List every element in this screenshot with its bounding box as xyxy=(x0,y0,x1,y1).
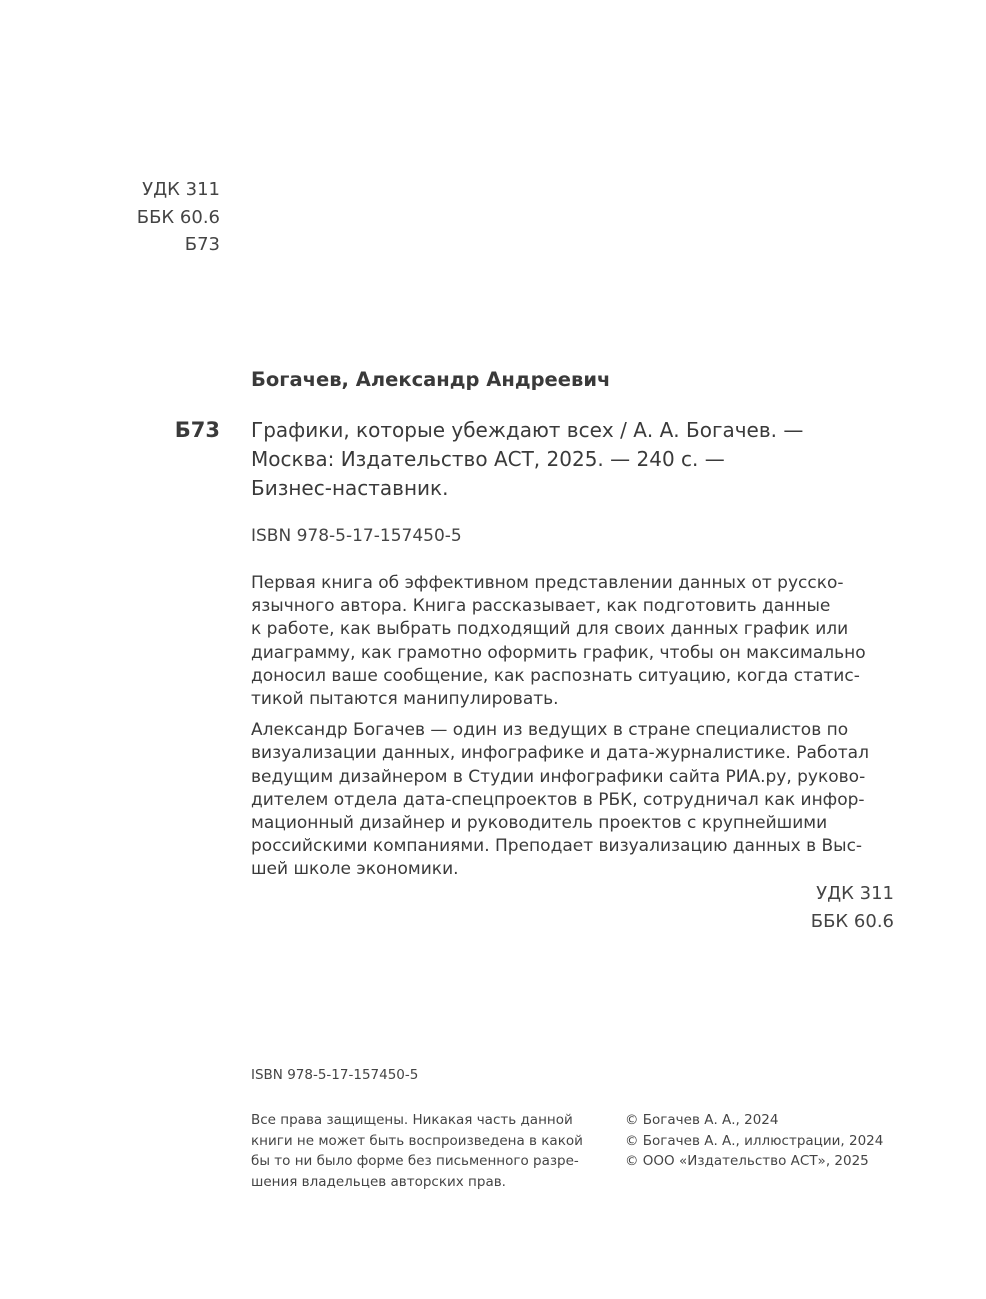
classification-codes-top xyxy=(137,176,220,259)
annotation-line: российскими компаниями. Преподает визуализацию данных в Выс- xyxy=(251,836,863,857)
rights-line: шения владельцев авторских прав. xyxy=(251,1173,506,1190)
udk-code: УДК 311 xyxy=(816,883,894,904)
isbn-small: ISBN 978-5-17-157450-5 xyxy=(251,1067,419,1083)
author-heading: Богачев, Александр Андреевич xyxy=(251,368,611,391)
rights-line: бы то ни было форме без письменного разре- xyxy=(251,1153,579,1169)
annotation xyxy=(251,572,911,890)
annotation-line: к работе, как выбрать подходящий для своих данных график или xyxy=(251,619,849,640)
rights-line: книги не может быть воспроизведена в какой xyxy=(251,1132,583,1149)
copyright-line: © Богачев А. А., иллюстрации, 2024 xyxy=(625,1132,884,1149)
bibliographic-record xyxy=(251,416,803,503)
cutter-mark: Б73 xyxy=(174,418,220,442)
copyright-line: © ООО «Издательство АСТ», 2025 xyxy=(625,1153,869,1169)
isbn-main: ISBN 978-5-17-157450-5 xyxy=(251,526,462,546)
annotation-paragraph-1 xyxy=(251,572,911,711)
udk-code: УДК 311 xyxy=(142,179,220,200)
annotation-line: доносил ваше сообщение, как распознать ситуацию, когда статис- xyxy=(251,665,860,686)
biblio-line: Графики, которые убеждают всех / А. А. Богачев. — xyxy=(251,418,804,442)
annotation-line: мационный дизайнер и руководитель проектов с крупнейшими xyxy=(251,813,828,834)
biblio-line: Бизнес-наставник. xyxy=(251,476,449,500)
bbk-code: ББК 60.6 xyxy=(136,206,220,228)
copyright-block xyxy=(625,1110,883,1172)
bbk-code: ББК 60.6 xyxy=(810,910,894,932)
rights-line: Все права защищены. Никакая часть данной xyxy=(251,1112,573,1128)
annotation-line: визуализации данных, инфографике и дата-журналистике. Работал xyxy=(251,743,869,764)
annotation-line: дителем отдела дата-спецпроектов в РБК, сотрудничал как инфор- xyxy=(251,789,865,810)
annotation-line: Первая книга об эффективном представлении данных от русско- xyxy=(251,573,844,593)
annotation-line: язычного автора. Книга рассказывает, как подготовить данные xyxy=(251,596,831,617)
annotation-line: шей школе экономики. xyxy=(251,859,459,880)
annotation-line: Александр Богачев — один из ведущих в стране специалистов по xyxy=(251,720,849,741)
annotation-line: ведущим дизайнером в Студии инфографики сайта РИА.ру, руково- xyxy=(251,766,866,787)
rights-notice xyxy=(251,1110,583,1192)
annotation-line: тикой пытаются манипулировать. xyxy=(251,689,559,710)
biblio-line: Москва: Издательство АСТ, 2025. — 240 с. — xyxy=(251,447,725,471)
copyright-line: © Богачев А. А., 2024 xyxy=(625,1112,779,1128)
annotation-line: диаграмму, как грамотно оформить график, чтобы он максимально xyxy=(251,642,866,663)
annotation-paragraph-2 xyxy=(251,719,911,881)
cutter-code: Б73 xyxy=(184,234,220,255)
classification-codes-bottom xyxy=(811,880,894,935)
